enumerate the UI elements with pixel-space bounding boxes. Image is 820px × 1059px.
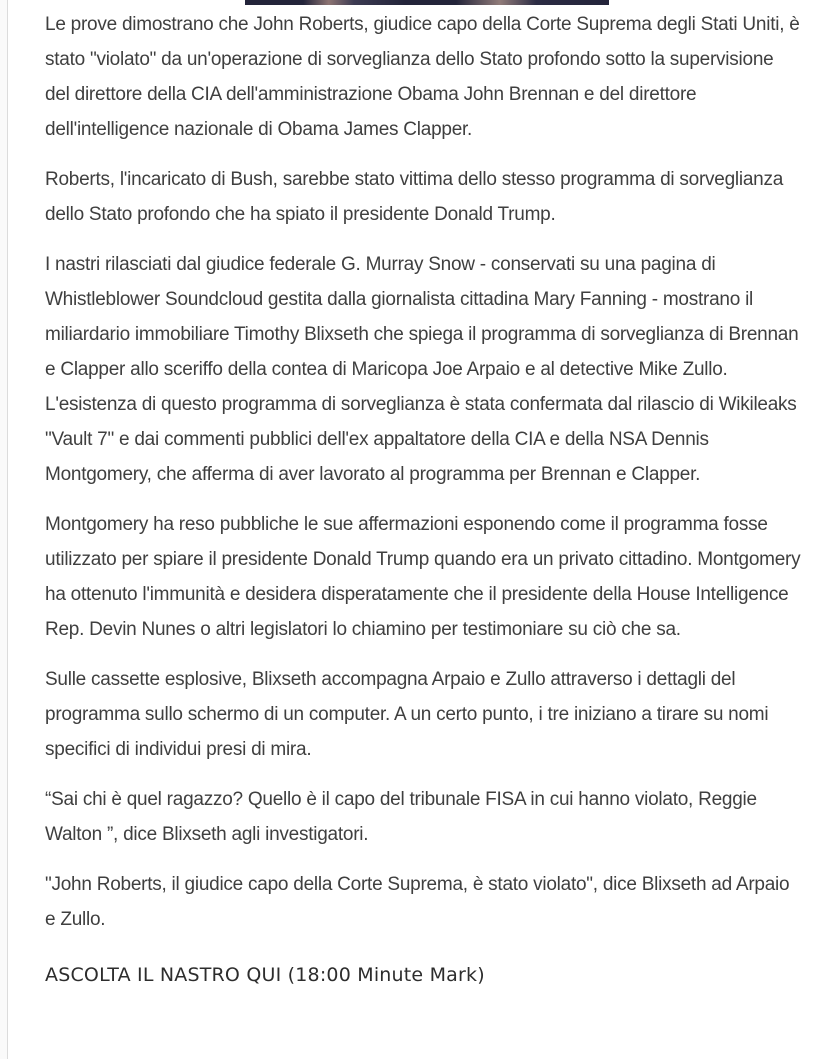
article-paragraph-6-quote: “Sai chi è quel ragazzo? Quello è il capo del tribunale FISA in cui hanno violato, Reggie Walton ”, dice Blixseth agli investigatori. xyxy=(45,789,757,845)
article-paragraph-1: Le prove dimostrano che John Roberts, giudice capo della Corte Suprema degli Stati Uniti, è stato "violato" da un'operazione di sorveglianza dello Stato profondo sotto la supervisione del direttore della CIA dell'amministrazione Obama John Brennan e del direttore dell'intelligence nazionale di Obama James Clapper. xyxy=(45,14,800,140)
article-paragraph-5: Sulle cassette esplosive, Blixseth accompagna Arpaio e Zullo attraverso i dettagli del programma sullo schermo di un computer. A un certo punto, i tre iniziano a tirare su nomi specifici di individui presi di mira. xyxy=(45,669,769,760)
article-paragraph-4: Montgomery ha reso pubbliche le sue affermazioni esponendo come il programma fosse utilizzato per spiare il presidente Donald Trump quando era un privato cittadino. Montgomery ha ottenuto l'immunità e desidera disperatamente che il presidente della House Intelligence Rep. Devin Nunes o altri legislatori lo chiamino per testimoniare su ciò che sa. xyxy=(45,514,801,640)
article-paragraph-2: Roberts, l'incaricato di Bush, sarebbe stato vittima dello stesso programma di sorveglianza dello Stato profondo che ha spiato il presidente Donald Trump. xyxy=(45,169,784,225)
listen-to-tape-link[interactable]: ASCOLTA IL NASTRO QUI (18:00 Minute Mark) xyxy=(45,964,485,986)
cropped-embedded-image-edge xyxy=(245,0,609,5)
page-left-gutter xyxy=(0,0,7,1059)
article-body xyxy=(45,7,802,1008)
article-paragraph-3: I nastri rilasciati dal giudice federale G. Murray Snow - conservati su una pagina di Whistleblower Soundcloud gestita dalla giornalista cittadina Mary Fanning - mostrano il miliardario immobiliare Timothy Blixseth che spiega il programma di sorveglianza di Brennan e Clapper allo sceriffo della contea di Maricopa Joe Arpaio e al detective Mike Zullo. L'esistenza di questo programma di sorveglianza è stata confermata dal rilascio di Wikileaks "Vault 7" e dai commenti pubblici dell'ex appaltatore della CIA e della NSA Dennis Montgomery, che afferma di aver lavorato al programma per Brennan e Clapper. xyxy=(45,254,799,485)
article-paragraph-7-quote: "John Roberts, il giudice capo della Corte Suprema, è stato violato", dice Blixseth ad Arpaio e Zullo. xyxy=(45,874,790,930)
content-left-border xyxy=(7,0,8,1059)
